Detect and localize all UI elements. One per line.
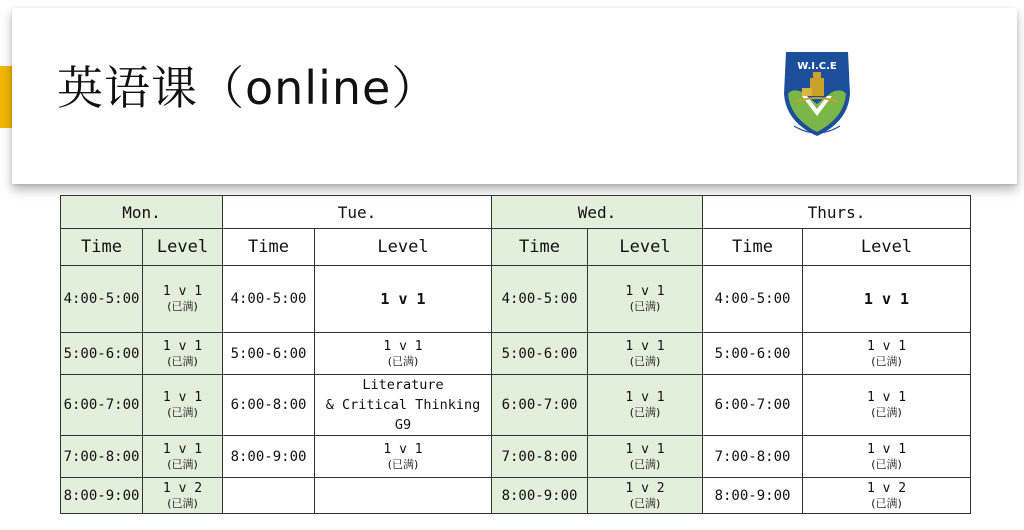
time-cell: 6:00-7:00 <box>492 375 588 436</box>
level-status: (已满) <box>167 354 198 368</box>
level-text: 1 v 1 <box>625 390 665 405</box>
level-text: 1 v 1 <box>866 390 907 405</box>
level-status: (已满) <box>629 354 661 368</box>
table-row <box>61 266 971 333</box>
level-text: 1 v 2 <box>162 480 203 496</box>
wice-shield-logo-icon <box>772 44 862 142</box>
level-status: (已满) <box>167 457 198 471</box>
level-status: (已满) <box>871 457 902 471</box>
level-text: 1 v 2 <box>625 480 665 496</box>
time-cell: 4:00-5:00 <box>703 266 803 333</box>
table-row <box>61 436 971 478</box>
level-cell <box>803 333 971 375</box>
level-text: 1 v 1 <box>625 284 665 299</box>
level-cell <box>803 375 971 436</box>
level-text: 1 v 2 <box>866 480 907 496</box>
table-row <box>61 375 971 436</box>
level-header: Level <box>803 229 971 266</box>
level-cell <box>143 333 223 375</box>
level-header: Level <box>315 229 492 266</box>
level-status: (已满) <box>167 300 198 313</box>
level-text: 1 v 1 <box>625 338 665 354</box>
time-header: Time <box>492 229 588 266</box>
time-cell: 5:00-6:00 <box>61 333 143 375</box>
time-cell: 8:00-9:00 <box>492 478 588 514</box>
time-cell: 6:00-8:00 <box>223 375 315 436</box>
course-name-line2: & Critical Thinking <box>325 397 481 413</box>
level-text: 1 v 1 <box>866 338 907 354</box>
level-header: Level <box>143 229 223 266</box>
level-text: 1 v 1 <box>162 441 203 457</box>
level-header: Level <box>588 229 703 266</box>
level-cell <box>315 333 492 375</box>
level-status: (已满) <box>871 496 902 510</box>
time-header: Time <box>703 229 803 266</box>
time-cell: 8:00-9:00 <box>61 478 143 514</box>
level-text: 1 v 1 <box>162 284 203 299</box>
level-cell <box>588 375 703 436</box>
svg-text:W.I.C.E: W.I.C.E <box>797 61 837 72</box>
time-cell: 7:00-8:00 <box>703 436 803 478</box>
level-text: 1 v 1 <box>162 390 203 405</box>
level-cell <box>143 266 223 333</box>
time-cell: 8:00-9:00 <box>703 478 803 514</box>
level-status: (已满) <box>871 406 902 419</box>
level-cell <box>803 478 971 514</box>
time-cell: 7:00-8:00 <box>61 436 143 478</box>
time-cell: 4:00-5:00 <box>223 266 315 333</box>
schedule-table-wrap <box>60 195 970 514</box>
day-header-thurs: Thurs. <box>703 196 971 229</box>
level-status: (已满) <box>387 457 419 471</box>
accent-bar <box>0 66 12 128</box>
level-text: 1 v 1 <box>866 441 907 457</box>
level-cell <box>803 436 971 478</box>
time-cell: 4:00-5:00 <box>61 266 143 333</box>
time-header: Time <box>223 229 315 266</box>
level-status: (已满) <box>629 457 661 471</box>
empty-time-cell <box>223 478 315 514</box>
header-card <box>12 8 1017 184</box>
level-status: (已满) <box>167 496 198 510</box>
level-cell <box>315 436 492 478</box>
day-header-mon: Mon. <box>61 196 223 229</box>
level-text: 1 v 1 <box>162 338 203 354</box>
course-cell <box>315 375 492 436</box>
level-status: (已满) <box>387 354 419 368</box>
level-cell <box>588 478 703 514</box>
day-header-wed: Wed. <box>492 196 703 229</box>
table-row <box>61 333 971 375</box>
level-cell <box>143 478 223 514</box>
level-cell <box>143 375 223 436</box>
level-text: 1 v 1 <box>383 441 423 457</box>
level-cell <box>588 266 703 333</box>
level-text: 1 v 1 <box>863 289 910 308</box>
course-name: Literature <box>362 377 444 393</box>
level-text: 1 v 1 <box>383 338 423 354</box>
level-text: 1 v 1 <box>380 289 426 308</box>
level-cell <box>803 266 971 333</box>
time-header: Time <box>61 229 143 266</box>
level-cell <box>315 266 492 333</box>
day-header-tue: Tue. <box>223 196 492 229</box>
course-grade: G9 <box>394 417 412 433</box>
empty-level-cell <box>315 478 492 514</box>
level-text: 1 v 1 <box>625 441 665 457</box>
time-cell: 5:00-6:00 <box>223 333 315 375</box>
level-status: (已满) <box>167 406 198 419</box>
time-cell: 6:00-7:00 <box>61 375 143 436</box>
level-status: (已满) <box>629 300 661 313</box>
level-cell <box>588 436 703 478</box>
level-status: (已满) <box>629 496 661 510</box>
slide-title: 英语课（online） <box>57 61 439 115</box>
table-row <box>61 478 971 514</box>
time-cell: 6:00-7:00 <box>703 375 803 436</box>
level-cell <box>143 436 223 478</box>
level-cell <box>588 333 703 375</box>
level-status: (已满) <box>629 406 661 419</box>
time-cell: 7:00-8:00 <box>492 436 588 478</box>
level-status: (已满) <box>871 354 902 368</box>
time-cell: 4:00-5:00 <box>492 266 588 333</box>
time-cell: 5:00-6:00 <box>703 333 803 375</box>
schedule-table <box>60 195 971 514</box>
time-cell: 8:00-9:00 <box>223 436 315 478</box>
time-cell: 5:00-6:00 <box>492 333 588 375</box>
